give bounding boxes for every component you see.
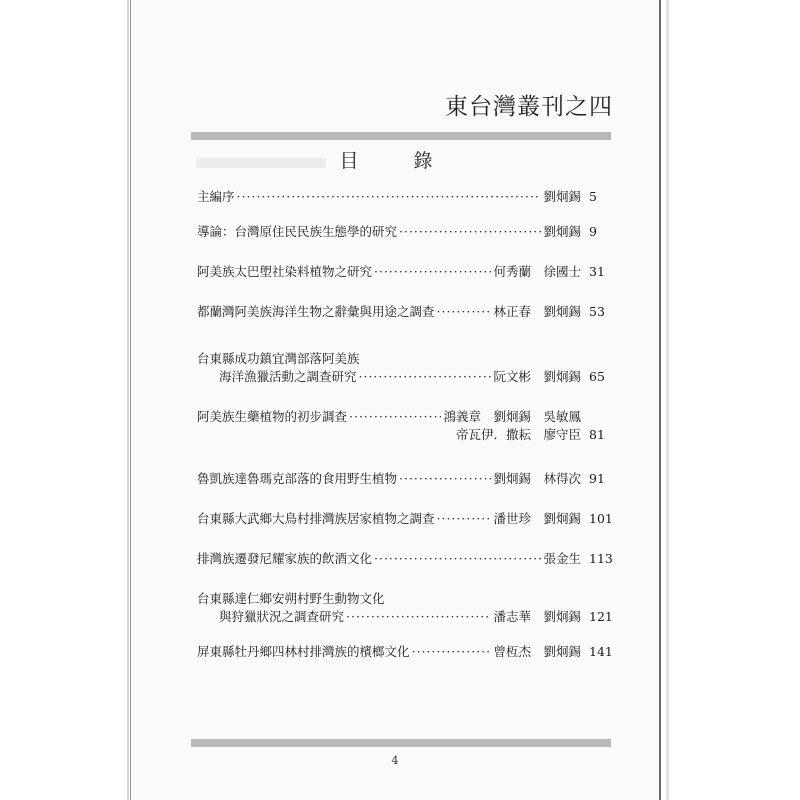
toc-page-number: 53 xyxy=(589,304,605,319)
toc-entry xyxy=(197,470,617,488)
toc-authors: 張金生 xyxy=(543,551,581,566)
toc-authors: 曾枑杰 劉炯錫 xyxy=(493,644,581,659)
toc-authors: 阮文彬 劉炯錫 xyxy=(493,369,581,384)
series-title: 東台灣叢刊之四 xyxy=(445,94,613,120)
header-divider xyxy=(191,132,611,140)
toc-page-number: 31 xyxy=(589,264,605,279)
toc-authors: 潘世珍 劉炯錫 xyxy=(493,511,581,526)
leader-dots xyxy=(346,608,491,626)
toc-page-number: 101 xyxy=(589,511,613,526)
toc-title: 阿美族太巴塱社染料植物之研究 xyxy=(197,264,373,279)
toc-page-number: 113 xyxy=(589,551,613,566)
toc-page-number: 121 xyxy=(589,609,613,624)
leader-dots xyxy=(359,368,492,386)
toc-authors: 劉炯錫 xyxy=(543,224,581,239)
toc-authors-line2: 帝瓦伊．撒耘 廖守臣 xyxy=(455,427,581,442)
toc-title: 魯凱族達魯瑪克部落的食用野生植物 xyxy=(197,471,398,486)
toc-authors: 潘志華 劉炯錫 xyxy=(493,609,581,624)
book-page xyxy=(130,0,661,800)
leader-dots xyxy=(412,643,492,661)
leader-dots xyxy=(437,303,492,321)
toc-authors: 林正春 劉炯錫 xyxy=(493,304,581,319)
leader-dots xyxy=(437,510,492,528)
toc-page-number: 81 xyxy=(589,427,605,442)
toc-authors: 何秀蘭 徐國士 xyxy=(493,264,581,279)
page-heading: 目 錄 xyxy=(339,150,451,172)
toc-title-line1: 台東縣成功鎮宜灣部落阿美族 xyxy=(197,351,360,366)
folio-page-number: 4 xyxy=(391,754,399,767)
toc-entry xyxy=(197,408,617,444)
toc-page-number: 9 xyxy=(589,224,597,239)
toc-authors: 鴻義章 劉炯錫 吳敏鳳 xyxy=(443,409,581,424)
leader-dots xyxy=(399,223,541,241)
toc-title: 阿美族生藥植物的初步調查 xyxy=(197,409,348,424)
leader-dots xyxy=(399,470,491,488)
toc-entry xyxy=(197,223,617,241)
toc-entry xyxy=(197,188,617,206)
toc-title: 與狩獵狀況之調查研究 xyxy=(219,609,345,624)
leader-dots xyxy=(237,188,542,206)
toc-title-line1: 台東縣達仁鄉安朔村野生動物文化 xyxy=(197,591,385,606)
toc-title: 海洋漁獵活動之調查研究 xyxy=(219,369,357,384)
toc-title: 主編序 xyxy=(197,189,235,204)
toc-title: 屏東縣牡丹鄉四林村排灣族的檳榔文化 xyxy=(197,644,410,659)
toc-page-number: 91 xyxy=(589,471,605,486)
toc-title: 導論：台灣原住民民族生態學的研究 xyxy=(197,224,398,239)
leader-dots xyxy=(349,408,441,426)
toc-title: 都蘭灣阿美族海洋生物之辭彙與用途之調查 xyxy=(197,304,435,319)
footer-divider xyxy=(191,739,611,747)
toc-entry xyxy=(197,303,617,321)
toc-title: 排灣族遷發尼耀家族的飲酒文化 xyxy=(197,551,373,566)
toc-authors: 劉炯錫 林得次 xyxy=(493,471,581,486)
toc-entry xyxy=(197,643,617,661)
leader-dots xyxy=(374,263,491,281)
toc-entry xyxy=(197,350,617,386)
toc-page-number: 141 xyxy=(589,644,613,659)
toc-page-number: 65 xyxy=(589,369,605,384)
toc-authors: 劉炯錫 xyxy=(543,189,581,204)
toc-title: 台東縣大武鄉大鳥村排灣族居家植物之調查 xyxy=(197,511,435,526)
leader-dots xyxy=(374,550,541,568)
toc-entry xyxy=(197,590,617,626)
toc-page-number: 5 xyxy=(589,189,597,204)
toc-entry xyxy=(197,510,617,528)
toc-entry xyxy=(197,550,617,568)
toc-entry xyxy=(197,263,617,281)
